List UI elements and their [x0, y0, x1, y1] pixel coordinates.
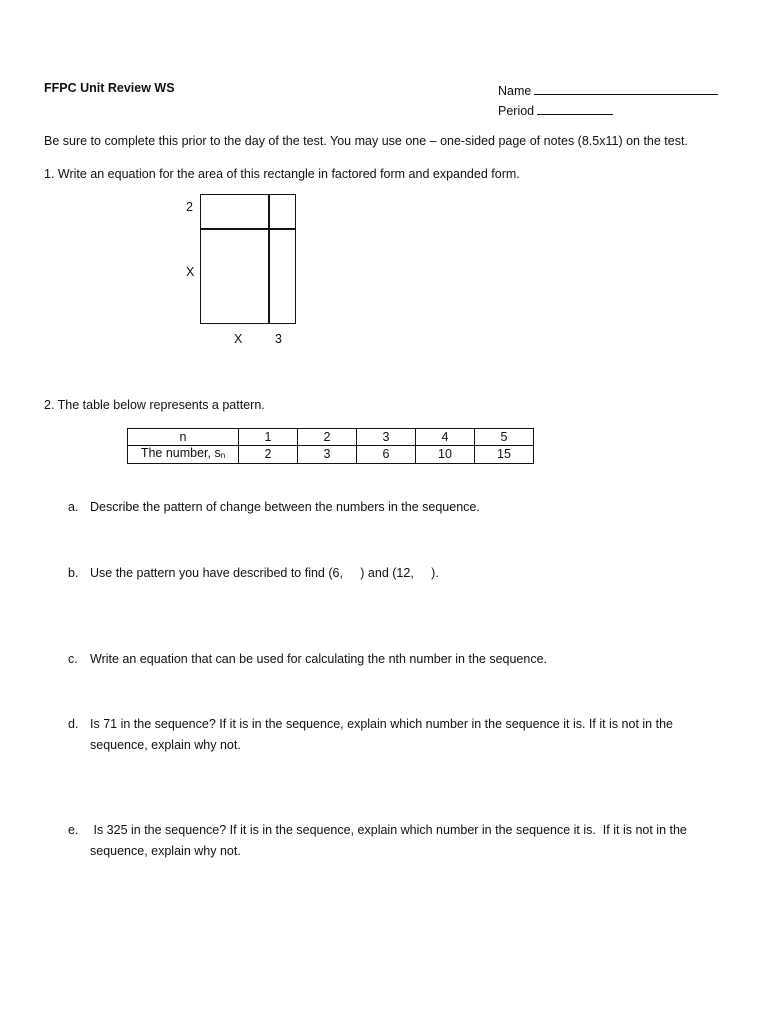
worksheet-title: FFPC Unit Review WS	[44, 81, 175, 95]
dimension-label-3-bottom: 3	[275, 332, 282, 346]
question-2b-letter: b.	[68, 566, 79, 580]
table-cell: 1	[239, 429, 298, 446]
area-rectangle	[200, 194, 296, 324]
table-cell: 3	[357, 429, 416, 446]
table-header-s-main: The number, s	[140, 446, 221, 460]
period-blank-line[interactable]	[537, 101, 613, 115]
period-field-row	[498, 101, 613, 118]
table-header-n: n	[128, 429, 239, 446]
question-2c	[68, 652, 547, 666]
question-2a-letter: a.	[68, 500, 79, 514]
table-cell: 3	[298, 446, 357, 464]
table-cell: 15	[475, 446, 534, 464]
table-cell: 4	[416, 429, 475, 446]
table-row-n	[128, 429, 534, 446]
question-2d-text-line2: sequence, explain why not.	[90, 738, 241, 752]
dimension-label-x-left: X	[186, 265, 195, 279]
question-2b-text: Use the pattern you have described to find (6, ) and (12, ).	[90, 566, 439, 580]
name-blank-line[interactable]	[534, 81, 718, 95]
question-2a-text: Describe the pattern of change between the numbers in the sequence.	[90, 500, 480, 514]
question-1-text: 1. Write an equation for the area of this rectangle in factored form and expanded form.	[44, 167, 520, 181]
dimension-label-2: 2	[186, 200, 193, 214]
question-2c-letter: c.	[68, 652, 78, 666]
table-row-s	[128, 446, 534, 464]
question-2e-text-line2: sequence, explain why not.	[90, 844, 241, 858]
table-cell: 5	[475, 429, 534, 446]
question-2a	[68, 500, 480, 514]
question-2-text: 2. The table below represents a pattern.	[44, 398, 265, 412]
table-header-s	[128, 446, 239, 464]
question-2e-letter: e.	[68, 823, 79, 837]
table-cell: 6	[357, 446, 416, 464]
question-2e-text-line1: Is 325 in the sequence? If it is in the sequence, explain which number in the sequence it is. If it is not in the	[90, 823, 687, 837]
rectangle-vertical-divider	[268, 194, 270, 324]
table-cell: 2	[239, 446, 298, 464]
dimension-label-x-bottom: X	[234, 332, 243, 346]
question-2e	[68, 823, 687, 837]
question-2d-text-line1: Is 71 in the sequence? If it is in the sequence, explain which number in the sequence it is. If it is not in the	[90, 717, 673, 731]
name-label: Name	[498, 84, 532, 98]
pattern-table	[127, 428, 534, 464]
name-field-row	[498, 81, 718, 98]
question-2d-letter: d.	[68, 717, 79, 731]
table-cell: 10	[416, 446, 475, 464]
period-label: Period	[498, 104, 535, 118]
question-2b	[68, 566, 439, 580]
instructions-text: Be sure to complete this prior to the day of the test. You may use one – one-sided page of notes (8.5x11) on the test.	[44, 134, 688, 148]
rectangle-horizontal-divider	[200, 228, 296, 230]
question-2d	[68, 717, 673, 731]
table-header-s-sub: n	[220, 451, 226, 460]
table-cell: 2	[298, 429, 357, 446]
question-2c-text: Write an equation that can be used for calculating the nth number in the sequence.	[90, 652, 548, 666]
